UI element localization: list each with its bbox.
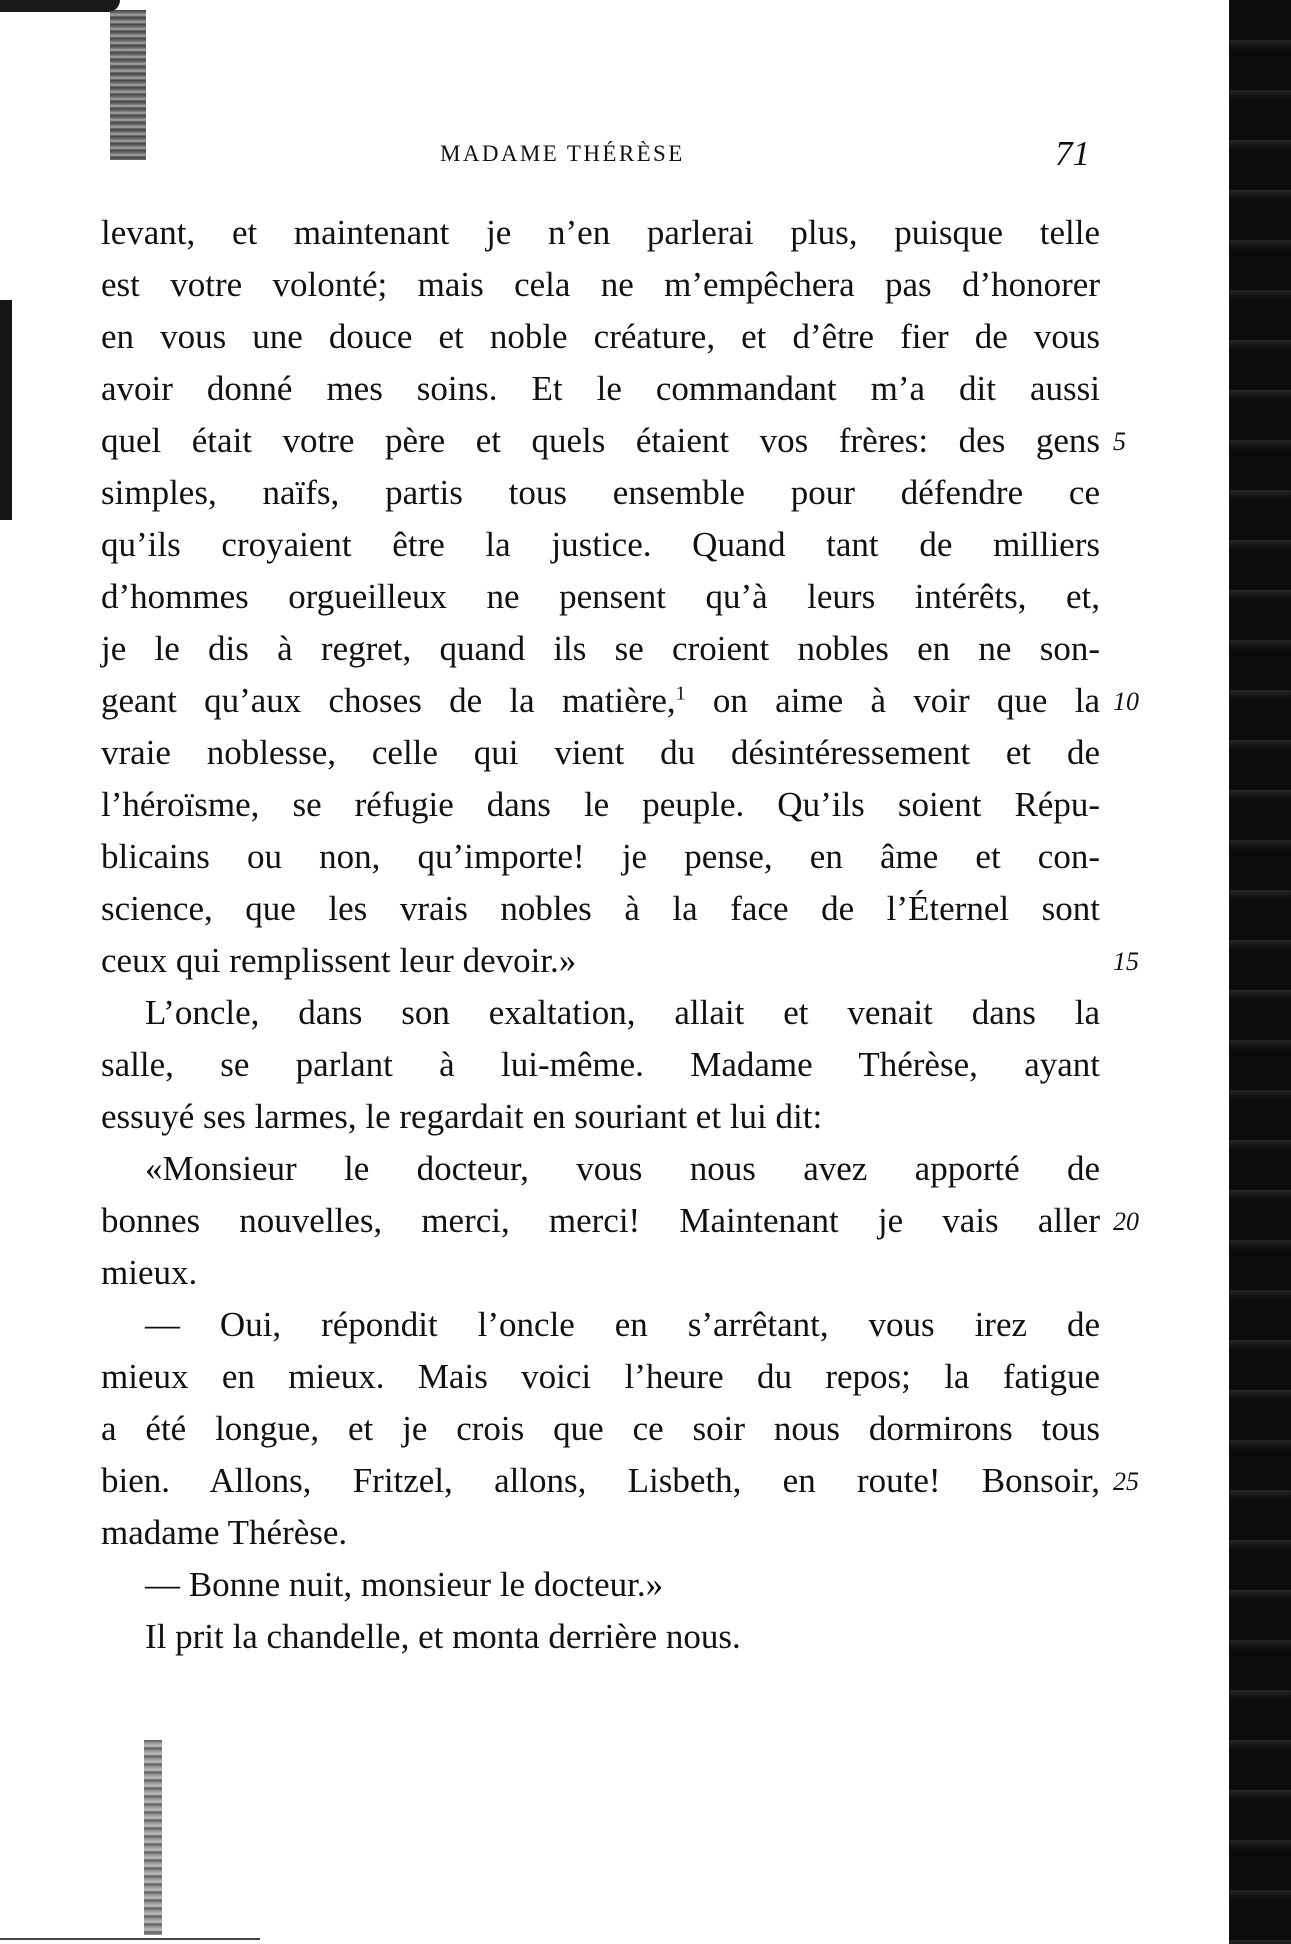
line-number: 15 (1113, 947, 1139, 976)
text-line: «Monsieur le docteur, vous nous avez apporté de (145, 1149, 1100, 1188)
text-line: Il prit la chandelle, et monta derrière nous. (145, 1617, 741, 1656)
text-line: l’héroïsme, se réfugie dans le peuple. Qu’ils soient Répu- (101, 785, 1100, 824)
text-line: bonnes nouvelles, merci, merci! Maintenant je vais aller (101, 1201, 1100, 1240)
text-line: salle, se parlant à lui-même. Madame Thérèse, ayant (101, 1045, 1100, 1084)
body-text (101, 207, 1100, 1663)
text-line: avoir donné mes soins. Et le commandant m’a dit aussi (101, 369, 1100, 408)
scan-shadow-right (1229, 0, 1291, 1944)
scan-bottom-rule (0, 1938, 260, 1940)
text-line: levant, et maintenant je n’en parlerai plus, puisque telle (101, 213, 1100, 252)
text-line: je le dis à regret, quand ils se croient nobles en ne son- (101, 629, 1100, 668)
line-number: 25 (1113, 1467, 1139, 1496)
scan-shadow-top (0, 0, 120, 12)
text-line: simples, naïfs, partis tous ensemble pour défendre ce (101, 473, 1100, 512)
footnote-marker: 1 (675, 682, 686, 705)
text-line: d’hommes orgueilleux ne pensent qu’à leurs intérêts, et, (101, 577, 1100, 616)
text-line: science, que les vrais nobles à la face de l’Éternel sont (101, 889, 1100, 928)
text-line: — Bonne nuit, monsieur le docteur.» (145, 1565, 664, 1604)
text-segment: geant qu’aux choses de la matière, (101, 681, 676, 720)
text-line: essuyé ses larmes, le regardait en souriant et lui dit: (101, 1097, 823, 1136)
text-line: mieux. (101, 1253, 198, 1292)
text-line-with-footnote (101, 675, 1100, 727)
text-line: en vous une douce et noble créature, et d’être fier de vous (101, 317, 1100, 356)
binding-thread-lower (144, 1740, 162, 1935)
page-number: 71 (1055, 134, 1090, 173)
text-line: vraie noblesse, celle qui vient du désintéressement et de (101, 733, 1100, 772)
text-segment: on aime à voir que la (685, 681, 1100, 720)
text-line: a été longue, et je crois que ce soir nous dormirons tous (101, 1409, 1100, 1448)
running-head: MADAME THÉRÈSE (440, 141, 685, 166)
text-line: est votre volonté; mais cela ne m’empêchera pas d’honorer (101, 265, 1100, 304)
line-number: 20 (1113, 1207, 1139, 1236)
text-line: madame Thérèse. (101, 1513, 348, 1552)
text-line: ceux qui remplissent leur devoir.» (101, 941, 577, 980)
text-line: blicains ou non, qu’importe! je pense, en âme et con- (101, 837, 1100, 876)
text-line: qu’ils croyaient être la justice. Quand tant de milliers (101, 525, 1100, 564)
line-number: 5 (1113, 427, 1126, 456)
text-line: L’oncle, dans son exaltation, allait et venait dans la (145, 993, 1100, 1032)
text-line: — Oui, répondit l’oncle en s’arrêtant, vous irez de (145, 1305, 1100, 1344)
text-line: quel était votre père et quels étaient vos frères: des gens (101, 421, 1100, 460)
scan-shadow-left (0, 300, 12, 520)
text-line: bien. Allons, Fritzel, allons, Lisbeth, en route! Bonsoir, (101, 1461, 1100, 1500)
text-line: mieux en mieux. Mais voici l’heure du repos; la fatigue (101, 1357, 1100, 1396)
binding-thread (110, 10, 146, 160)
line-number: 10 (1113, 687, 1139, 716)
